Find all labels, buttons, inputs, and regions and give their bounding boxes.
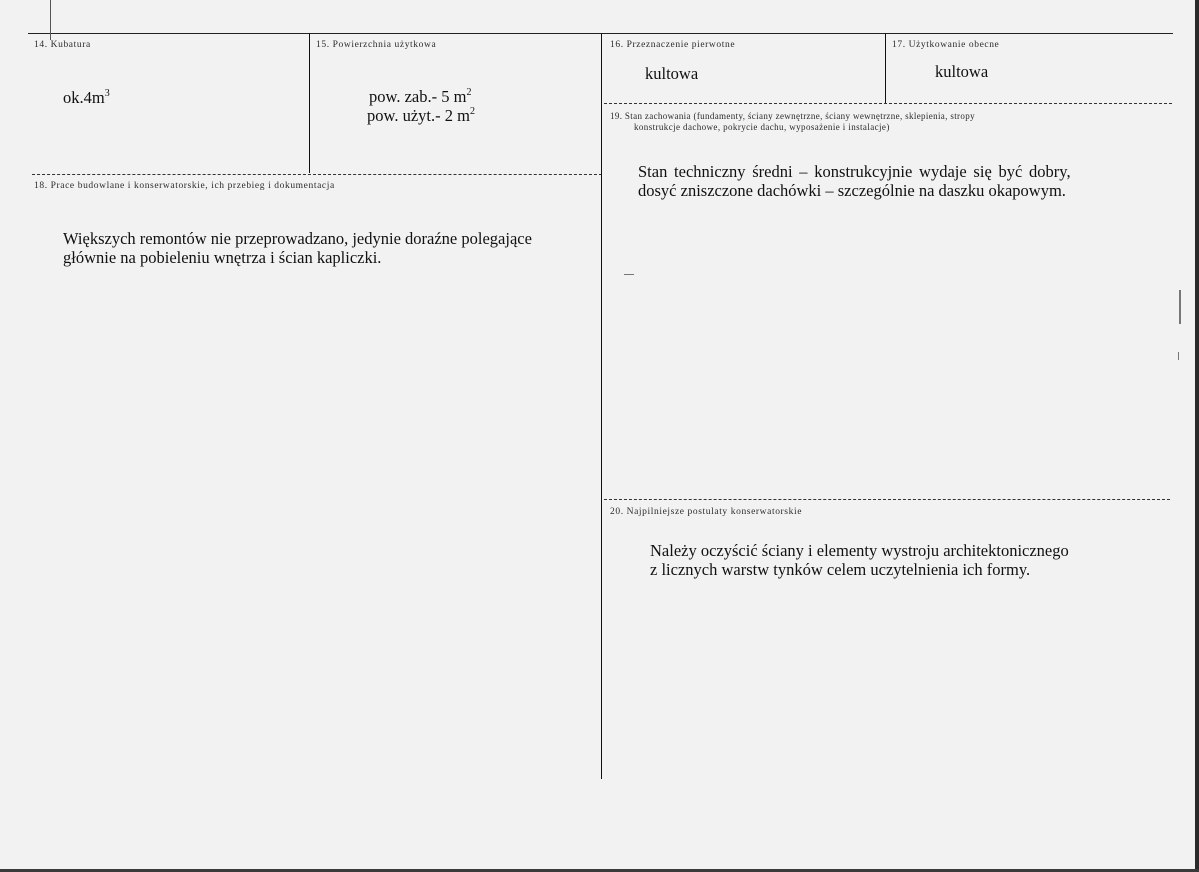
- pow-zab-text: pow. zab.- 5 m: [369, 87, 467, 106]
- field-19-label-line1: 19. Stan zachowania (fundamenty, ściany zewnętrzne, ściany wewnętrzne, sklepienia, stropy: [610, 111, 975, 121]
- pow-zab-exponent: 2: [466, 87, 472, 98]
- pow-uzyt-exponent: 2: [469, 106, 475, 117]
- scan-speck: [1178, 352, 1179, 360]
- scan-speck: [624, 274, 634, 275]
- scan-speck: [1179, 290, 1181, 324]
- scan-artifact-line: [50, 0, 51, 40]
- field-15-line2: [367, 106, 475, 126]
- kubatura-prefix: ok.: [63, 88, 84, 107]
- divider-18: [32, 174, 602, 175]
- field-17-value: kultowa: [935, 62, 989, 81]
- kubatura-exponent: 3: [104, 88, 110, 99]
- field-19-label-line2: konstrukcje dachowe, pokrycie dachu, wyposażenie i instalacje): [634, 122, 890, 132]
- kubatura-number: 4: [83, 88, 92, 107]
- kubatura-unit: m: [91, 88, 105, 107]
- field-18-label: 18. Prace budowlane i konserwatorskie, ich przebieg i dokumentacja: [34, 181, 335, 191]
- field-18-line1: Większych remontów nie przeprowadzano, jedynie doraźne polegające: [63, 229, 532, 248]
- scan-edge-right: [1195, 0, 1199, 872]
- field-19-line1: Stan techniczny średni – konstrukcyjnie wydaje się być dobry,: [638, 162, 1071, 181]
- field-19-line2: dosyć zniszczone dachówki – szczególnie na daszku okapowym.: [638, 181, 1066, 200]
- field-20-label: 20. Najpilniejsze postulaty konserwatorskie: [610, 507, 803, 517]
- field-20-line2: z licznych warstw tynków celem uczytelnienia ich formy.: [650, 560, 1031, 579]
- divider-20: [604, 499, 1170, 500]
- divider-19: [604, 103, 1172, 104]
- field-20-line1: Należy oczyścić ściany i elementy wystroju architektonicznego: [650, 541, 1069, 560]
- field-15-line1: [369, 87, 471, 107]
- col-divider-14-15: [309, 33, 310, 173]
- pow-uzyt-text: pow. użyt.- 2 m: [367, 106, 470, 125]
- field-16-value: kultowa: [645, 64, 699, 83]
- field-16-label: 16. Przeznaczenie pierwotne: [610, 40, 736, 50]
- col-divider-main: [601, 33, 602, 779]
- field-18-line2: głównie na pobieleniu wnętrza i ścian kapliczki.: [63, 248, 382, 267]
- field-14-label: 14. Kubatura: [34, 40, 91, 50]
- col-divider-16-17: [885, 33, 886, 103]
- field-14-value: [63, 88, 110, 108]
- field-17-label: 17. Użytkowanie obecne: [892, 40, 1000, 50]
- field-15-label: 15. Powierzchnia użytkowa: [316, 40, 437, 50]
